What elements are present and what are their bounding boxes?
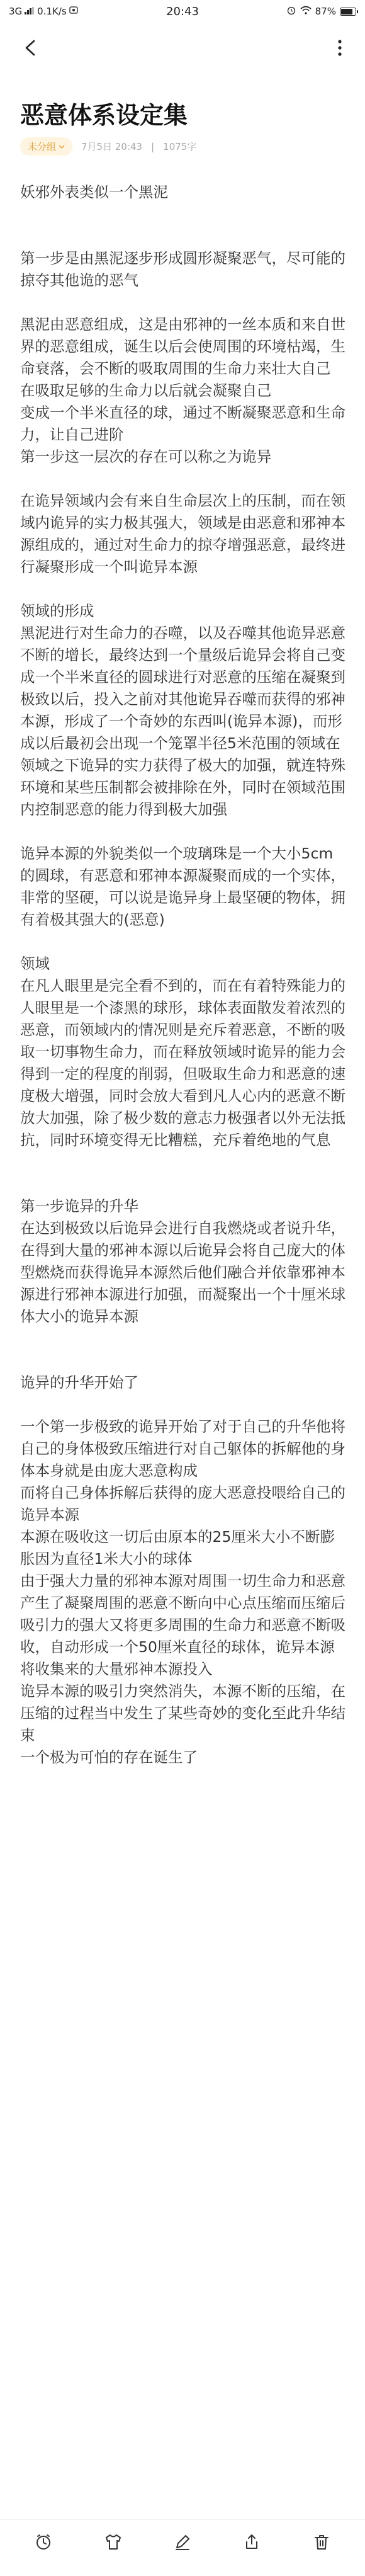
note-paragraph bbox=[20, 292, 346, 314]
status-right bbox=[243, 5, 356, 18]
note-paragraph: 在诡异领域内会有来自生命层次上的压制，而在领域内诡异的实力极其强大，领域是由恶意和邪神本源组成的，通过对生命力的掠夺增强恶意，最终进行凝聚形成一个叫诡异本源 bbox=[20, 492, 345, 576]
wifi-icon bbox=[300, 6, 312, 17]
note-paragraph: 诡异本源的外貌类似一个玻璃珠是一个大小5cm的圆球，有恶意和邪神本源凝聚而成的一个实体，非常的坚硬，可以说是诡异身上最坚硬的物体，拥有着极其强大的(恶意) bbox=[20, 845, 345, 928]
battery-percentage: 87% bbox=[315, 6, 336, 17]
nav-bar bbox=[0, 28, 365, 72]
back-button[interactable] bbox=[23, 38, 39, 61]
note-paragraph: 领域 在凡人眼里是完全看不到的，而在有着特殊能力的人眼里是一个漆黑的球形，球体表面散发着浓烈的恶意，而领域内的情况则是充斥着恶意，不断的吸取一切事物生命力，而在释放领域时诡异的能力会得到一定的程度的削弱，但吸取生命力和恶意的速度极大增强，同时会放大看到凡人心内的恶意不断放大加强，除了极少数的意志力极强者以外无法抵抗，同时环境变得无比糟糕，充斥着绝地的气息 bbox=[20, 955, 345, 1149]
signal-bars-icon bbox=[25, 6, 35, 17]
back-arrow-icon bbox=[23, 38, 39, 57]
note-paragraph bbox=[20, 1394, 346, 1416]
status-left bbox=[9, 6, 122, 17]
meta-divider: | bbox=[151, 140, 155, 152]
note-paragraph bbox=[20, 1350, 346, 1372]
edit-icon[interactable] bbox=[170, 2529, 195, 2555]
note-paragraph: 第一步诡异的升华 在达到极致以后诡异会进行自我燃烧或者说升华，在得到大量的邪神本源以后诡异会将自己庞大的体型燃烧而获得诡异本源然后他们融合并依靠邪神本源进行邪神本源进行加强，而凝聚出一个十厘米球体大小的诡异本源 bbox=[20, 1197, 345, 1325]
more-button[interactable] bbox=[337, 38, 342, 61]
note-meta bbox=[20, 137, 196, 156]
note-paragraph bbox=[20, 1328, 346, 1350]
note-paragraph bbox=[20, 1173, 346, 1195]
note-paragraph bbox=[20, 821, 346, 843]
battery-icon bbox=[340, 8, 356, 16]
note-paragraph bbox=[20, 931, 346, 953]
alarm-icon[interactable] bbox=[31, 2529, 56, 2555]
notification-icon bbox=[69, 6, 78, 17]
note-paragraph bbox=[20, 578, 346, 600]
note-paragraph: 妖邪外表类似一个黑泥 bbox=[20, 183, 168, 201]
note-paragraph: 黑泥由恶意组成，这是由邪神的一丝本质和来自世界的恶意组成，诞生以后会使周围的环境枯竭，生命衰落，会不断的吸取周围的生命力来壮大自己 在吸取足够的生命力以后就会凝聚自己 变成一个半米直径的球，通过不断凝聚恶意和生命力，让自己进阶 第一步这一层次的存在可以称之为诡异 bbox=[20, 316, 345, 465]
share-icon[interactable] bbox=[239, 2529, 264, 2555]
note-paragraph: 领域的形成 黑泥进行对生命力的吞噬，以及吞噬其他诡异恶意不断的增长，最终达到一个量级后诡异会将自己变成一个半米直径的圆球进行对恶意的压缩在凝聚到极致以后，投入之前对其他诡异吞噬而获得的邪神本源，形成了一个奇妙的东西叫(诡异本源)，而形成以后最初会出现一个笼罩半径5米范围的领域在领域之下诡异的实力获得了极大的加强，就连特殊环境和某些压制都会被排除在外，同时在领域范围内控制恶意的能力得到极大加强 bbox=[20, 602, 345, 818]
status-bar bbox=[0, 0, 365, 23]
note-title[interactable]: 恶意体系设定集 bbox=[20, 101, 188, 129]
note-date: 7月5日 20:43 bbox=[81, 141, 143, 152]
alarm-status-icon bbox=[286, 5, 296, 18]
note-paragraph bbox=[20, 225, 346, 248]
category-label: 未分组 bbox=[28, 141, 57, 152]
note-paragraph bbox=[20, 203, 346, 225]
note-paragraph: 一个第一步极致的诡异开始了对于自己的升华他将自己的身体极致压缩进行对自己躯体的拆解他的身体本身就是由庞大恶意构成 而将自己身体拆解后获得的庞大恶意投喂给自己的诡异本源 本源在吸收这一切后由原本的25厘米大小不断膨胀因为直径1米大小的球体 由于强大力量的邪神本源对周围一切生命力和恶意产生了凝聚周围的恶意不断向中心点压缩而压缩后吸引力的强大又将更多周围的生命力和恶意不断吸收，自动形成一个50厘米直径的球体，诡异本源将收集来的大量邪神本源投入 诡异本源的吸引力突然消失，本源不断的压缩，在压缩的过程当中发生了某些奇妙的变化至此升华结束 一个极为可怕的存在诞生了 bbox=[20, 1418, 345, 1766]
note-paragraph: 诡异的升华开始了 bbox=[20, 1374, 138, 1391]
chevron-down-icon bbox=[59, 144, 65, 149]
delete-icon[interactable] bbox=[309, 2529, 334, 2555]
category-tag[interactable] bbox=[20, 137, 72, 156]
note-body[interactable] bbox=[20, 181, 346, 1769]
note-paragraph bbox=[20, 468, 346, 490]
network-speed: 0.1K/s bbox=[37, 6, 67, 17]
more-dots-icon bbox=[337, 38, 342, 57]
signal-indicator: 3G bbox=[9, 6, 23, 17]
note-paragraph: 第一步是由黑泥逐步形成圆形凝聚恶气，尽可能的掠夺其他诡的恶气 bbox=[20, 249, 345, 289]
status-time: 20:43 bbox=[166, 4, 199, 18]
note-paragraph bbox=[20, 1151, 346, 1173]
battery-fill bbox=[341, 9, 352, 14]
word-count: 1075字 bbox=[163, 141, 197, 152]
shirt-icon[interactable] bbox=[101, 2529, 126, 2555]
bottom-toolbar bbox=[0, 2519, 365, 2563]
